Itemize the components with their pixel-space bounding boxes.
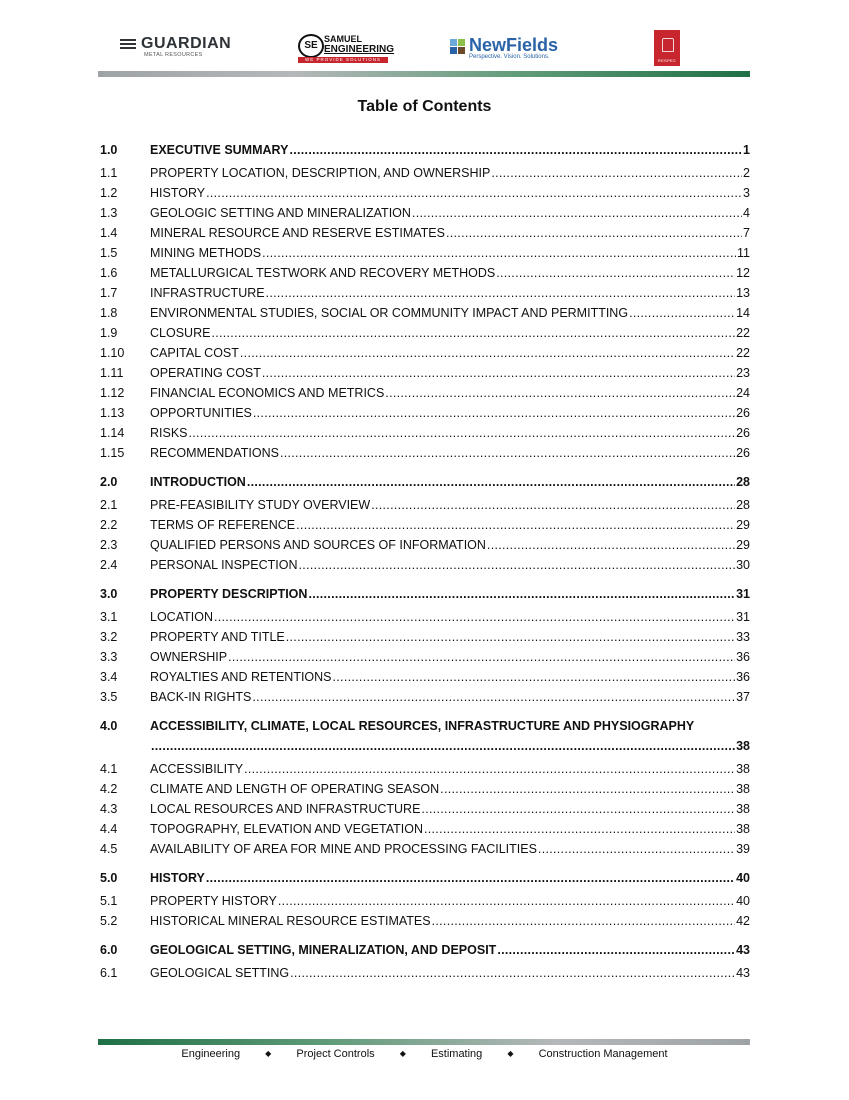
samuel-logo-tagline: WE PROVIDE SOLUTIONS [298, 57, 388, 63]
toc-entry-number: 2.4 [100, 558, 118, 572]
toc-entry-title: RECOMMENDATIONS [150, 446, 279, 460]
toc-entry-number: 5.2 [100, 914, 118, 928]
toc-entry[interactable] [100, 627, 750, 647]
toc-entry-page: 1 [743, 143, 750, 157]
toc-entry-page: 40 [736, 894, 750, 908]
toc-entry[interactable] [100, 443, 750, 463]
toc-entry-title: PROPERTY DESCRIPTION [150, 587, 308, 601]
samuel-logo-line2: ENGINEERING [324, 44, 395, 55]
toc-entry-title: CAPITAL COST [150, 346, 239, 360]
toc-entry[interactable] [100, 283, 750, 303]
toc-entry[interactable] [100, 343, 750, 363]
toc-entry-page: 26 [736, 406, 750, 420]
toc-entry-page: 43 [736, 943, 750, 957]
toc-entry-number: 4.5 [100, 842, 118, 856]
toc-dot-leader [214, 607, 735, 627]
toc-entry-number: 5.0 [100, 871, 118, 885]
toc-dot-leader [266, 283, 736, 303]
toc-dot-leader [412, 203, 742, 223]
toc-entry-number: 6.1 [100, 966, 118, 980]
toc-entry-major[interactable] [100, 472, 750, 492]
diamond-separator-icon: ◆ [507, 1049, 514, 1058]
toc-entry[interactable] [100, 535, 750, 555]
toc-entry-page: 31 [736, 587, 750, 601]
toc-entry-title: ENVIRONMENTAL STUDIES, SOCIAL OR COMMUNITY IMPACT AND PERMITTING [150, 306, 629, 320]
toc-entry-number: 3.2 [100, 630, 118, 644]
respec-logo-label: RESPEC [657, 58, 677, 63]
toc-entry[interactable] [100, 799, 750, 819]
toc-entry-title: PRE-FEASIBILITY STUDY OVERVIEW [150, 498, 371, 512]
toc-entry-page: 29 [736, 518, 750, 532]
toc-entry-title: HISTORY [150, 871, 205, 885]
toc-entry-number: 2.1 [100, 498, 118, 512]
toc-entry-number: 2.0 [100, 475, 118, 489]
toc-entry[interactable] [100, 515, 750, 535]
toc-entry-page: 3 [743, 186, 750, 200]
toc-entry[interactable] [100, 891, 750, 911]
toc-entry-number: 2.2 [100, 518, 118, 532]
toc-entry[interactable] [100, 303, 750, 323]
guardian-logo [120, 35, 232, 58]
header-divider [98, 71, 750, 77]
toc-entry-number: 1.5 [100, 246, 118, 260]
toc-entry-number: 3.3 [100, 650, 118, 664]
toc-entry-major[interactable] [100, 584, 750, 604]
respec-logo [654, 30, 680, 66]
toc-entry[interactable] [100, 839, 750, 859]
toc-entry-number: 6.0 [100, 943, 118, 957]
toc-entry-page: 23 [736, 366, 750, 380]
toc-dot-leader [262, 243, 736, 263]
toc-entry-page: 14 [736, 306, 750, 320]
newfields-squares-icon [450, 39, 466, 55]
toc-entry-page: 13 [736, 286, 750, 300]
respec-mark-icon [662, 38, 674, 52]
samuel-logo-line1: SAMUEL [324, 34, 362, 44]
page-footer [0, 1048, 849, 1060]
guardian-logo-sub: METAL RESOURCES [144, 52, 203, 58]
toc-entry-title: TERMS OF REFERENCE [150, 518, 296, 532]
toc-entry-number: 1.9 [100, 326, 118, 340]
toc-entry-page: 38 [736, 782, 750, 796]
toc-entry-page: 42 [736, 914, 750, 928]
toc-entry-page: 7 [743, 226, 750, 240]
toc-dot-leader [496, 263, 735, 283]
toc-entry[interactable] [100, 183, 750, 203]
toc-entry[interactable] [100, 555, 750, 575]
toc-entry-title: PROPERTY LOCATION, DESCRIPTION, AND OWNERSHIP [150, 166, 491, 180]
toc-entry-number: 3.4 [100, 670, 118, 684]
toc-entry-number: 1.4 [100, 226, 118, 240]
toc-entry-number: 1.15 [100, 446, 125, 460]
toc-entry-page: 2 [743, 166, 750, 180]
toc-entry-title: HISTORY [150, 186, 206, 200]
toc-entry-page: 11 [737, 246, 750, 260]
toc-entry-title: METALLURGICAL TESTWORK AND RECOVERY METHODS [150, 266, 496, 280]
toc-entry-page: 39 [736, 842, 750, 856]
toc-entry-number: 4.2 [100, 782, 118, 796]
toc-entry[interactable] [100, 163, 750, 183]
toc-entry[interactable] [100, 819, 750, 839]
toc-entry-major[interactable] [100, 716, 750, 736]
toc-dot-leader [244, 759, 735, 779]
toc-entry-page: 22 [736, 346, 750, 360]
toc-dot-leader [206, 183, 742, 203]
toc-dot-leader [262, 363, 735, 383]
toc-dot-leader [371, 495, 735, 515]
toc-entry[interactable] [100, 363, 750, 383]
toc-entry-title: QUALIFIED PERSONS AND SOURCES OF INFORMATION [150, 538, 486, 552]
toc-dot-leader [280, 443, 735, 463]
guardian-logo-name: GUARDIAN [141, 35, 232, 52]
toc-dot-leader [497, 940, 735, 960]
toc-dot-leader [189, 423, 736, 443]
toc-entry-number: 4.3 [100, 802, 118, 816]
toc-dot-leader [278, 891, 735, 911]
toc-entry-page: 12 [736, 266, 750, 280]
toc-entry[interactable] [100, 779, 750, 799]
toc-dot-leader [538, 839, 735, 859]
toc-entry-number: 3.0 [100, 587, 118, 601]
toc-dot-leader [290, 963, 735, 983]
toc-entry-number: 3.1 [100, 610, 118, 624]
toc-dot-leader [289, 140, 742, 160]
page-header [98, 30, 750, 70]
toc-entry-page: 31 [736, 610, 750, 624]
toc-entry-number: 1.0 [100, 143, 118, 157]
toc-entry-page: 38 [736, 739, 750, 753]
toc-entry-page: 38 [736, 762, 750, 776]
page-title: Table of Contents [357, 98, 492, 115]
toc-dot-leader [296, 515, 735, 535]
toc-dot-leader [629, 303, 735, 323]
toc-entry-number: 3.5 [100, 690, 118, 704]
toc-dot-leader [211, 323, 735, 343]
toc-entry-number: 1.12 [100, 386, 125, 400]
toc-entry-title: GEOLOGICAL SETTING, MINERALIZATION, AND DEPOSIT [150, 943, 497, 957]
toc-entry-page: 4 [743, 206, 750, 220]
toc-entry-continuation[interactable] [100, 736, 750, 756]
toc-entry-page: 29 [736, 538, 750, 552]
footer-item: Estimating [430, 1048, 483, 1060]
toc-entry-title: INFRASTRUCTURE [150, 286, 265, 300]
toc-entry-title: ACCESSIBILITY, CLIMATE, LOCAL RESOURCES, INFRASTRUCTURE AND PHYSIOGRAPHY [150, 719, 695, 733]
toc-entry[interactable] [100, 383, 750, 403]
toc-entry-title: GEOLOGIC SETTING AND MINERALIZATION [150, 206, 411, 220]
toc-entry-title: INTRODUCTION [150, 475, 246, 489]
toc-dot-leader [247, 472, 735, 492]
toc-entry-page: 36 [736, 670, 750, 684]
toc-entry-title: RISKS [150, 426, 188, 440]
toc-entry-number: 1.7 [100, 286, 118, 300]
toc-entry-title: EXECUTIVE SUMMARY [150, 143, 289, 157]
toc-entry[interactable] [100, 687, 750, 707]
table-of-contents [100, 140, 750, 983]
toc-entry-page: 33 [736, 630, 750, 644]
toc-entry[interactable] [100, 263, 750, 283]
toc-entry-title: TOPOGRAPHY, ELEVATION AND VEGETATION [150, 822, 423, 836]
toc-entry-page: 24 [736, 386, 750, 400]
toc-entry-title: CLIMATE AND LENGTH OF OPERATING SEASON [150, 782, 440, 796]
toc-entry-number: 1.6 [100, 266, 118, 280]
toc-dot-leader [446, 223, 742, 243]
toc-dot-leader [421, 799, 735, 819]
toc-entry-number: 4.1 [100, 762, 118, 776]
newfields-logo-tagline: Perspective. Vision. Solutions. [469, 54, 550, 60]
toc-entry-page: 26 [736, 426, 750, 440]
toc-dot-leader [487, 535, 735, 555]
toc-entry-number: 1.3 [100, 206, 118, 220]
toc-entry-title: PERSONAL INSPECTION [150, 558, 298, 572]
toc-entry[interactable] [100, 607, 750, 627]
footer-divider [98, 1039, 750, 1045]
toc-entry[interactable] [100, 963, 750, 983]
toc-dot-leader [253, 403, 735, 423]
toc-dot-leader [299, 555, 736, 575]
toc-entry-major[interactable] [100, 940, 750, 960]
toc-dot-leader [151, 736, 735, 756]
toc-entry-title: GEOLOGICAL SETTING [150, 966, 290, 980]
toc-entry-number: 1.2 [100, 186, 118, 200]
toc-entry[interactable] [100, 203, 750, 223]
footer-item: Engineering [181, 1048, 241, 1060]
footer-item: Project Controls [296, 1048, 375, 1060]
toc-entry-title: MINING METHODS [150, 246, 262, 260]
toc-entry-major[interactable] [100, 868, 750, 888]
toc-entry[interactable] [100, 759, 750, 779]
guardian-bars-icon [120, 39, 136, 51]
toc-entry-title: FINANCIAL ECONOMICS AND METRICS [150, 386, 385, 400]
footer-item: Construction Management [538, 1048, 668, 1060]
toc-entry-title: LOCATION [150, 610, 213, 624]
toc-entry-page: 26 [736, 446, 750, 460]
toc-entry-title: OPERATING COST [150, 366, 261, 380]
toc-entry[interactable] [100, 403, 750, 423]
toc-entry[interactable] [100, 495, 750, 515]
toc-dot-leader [440, 779, 735, 799]
toc-entry-page: 28 [736, 475, 750, 489]
toc-entry-title: OWNERSHIP [150, 650, 228, 664]
diamond-separator-icon: ◆ [265, 1049, 272, 1058]
toc-entry-page: 43 [736, 966, 750, 980]
toc-entry[interactable] [100, 323, 750, 343]
samuel-se-mark: SE [298, 34, 324, 58]
toc-entry-major[interactable] [100, 140, 750, 160]
toc-dot-leader [308, 584, 735, 604]
newfields-logo-name: NewFields [469, 35, 559, 55]
toc-dot-leader [206, 868, 735, 888]
toc-entry-title: PROPERTY HISTORY [150, 894, 277, 908]
toc-entry-page: 28 [736, 498, 750, 512]
toc-entry-page: 36 [736, 650, 750, 664]
toc-entry[interactable] [100, 243, 750, 263]
toc-dot-leader [286, 627, 735, 647]
toc-entry[interactable] [100, 647, 750, 667]
toc-dot-leader [228, 647, 735, 667]
toc-entry-title: HISTORICAL MINERAL RESOURCE ESTIMATES [150, 914, 431, 928]
toc-dot-leader [385, 383, 735, 403]
toc-entry-page: 37 [736, 690, 750, 704]
toc-entry-title: BACK-IN RIGHTS [150, 690, 252, 704]
toc-entry-number: 1.14 [100, 426, 125, 440]
toc-dot-leader [333, 667, 736, 687]
toc-entry-number: 5.1 [100, 894, 118, 908]
toc-dot-leader [252, 687, 735, 707]
toc-entry-page: 38 [736, 802, 750, 816]
toc-entry-number: 1.8 [100, 306, 118, 320]
toc-entry-number: 1.1 [100, 166, 118, 180]
toc-entry-page: 30 [736, 558, 750, 572]
toc-entry-page: 22 [736, 326, 750, 340]
toc-entry-number: 1.10 [100, 346, 125, 360]
toc-entry-title: OPPORTUNITIES [150, 406, 252, 420]
toc-entry[interactable] [100, 423, 750, 443]
toc-entry[interactable] [100, 667, 750, 687]
toc-entry-title: CLOSURE [150, 326, 211, 340]
toc-entry-title: ACCESSIBILITY [150, 762, 244, 776]
toc-entry[interactable] [100, 911, 750, 931]
toc-entry-page: 40 [736, 871, 750, 885]
toc-entry-number: 4.4 [100, 822, 118, 836]
toc-entry-number: 1.11 [100, 366, 124, 380]
toc-entry-title: ROYALTIES AND RETENTIONS [150, 670, 332, 684]
toc-entry-title: LOCAL RESOURCES AND INFRASTRUCTURE [150, 802, 421, 816]
diamond-separator-icon: ◆ [399, 1049, 406, 1058]
toc-entry-number: 4.0 [100, 719, 118, 733]
toc-dot-leader [424, 819, 735, 839]
toc-entry-page: 38 [736, 822, 750, 836]
toc-dot-leader [491, 163, 742, 183]
toc-entry-title: AVAILABILITY OF AREA FOR MINE AND PROCESSING FACILITIES [150, 842, 537, 856]
toc-entry-title: MINERAL RESOURCE AND RESERVE ESTIMATES [150, 226, 445, 240]
toc-entry[interactable] [100, 223, 750, 243]
toc-dot-leader [432, 911, 735, 931]
toc-dot-leader [240, 343, 735, 363]
toc-entry-title: PROPERTY AND TITLE [150, 630, 285, 644]
toc-entry-number: 2.3 [100, 538, 118, 552]
toc-entry-number: 1.13 [100, 406, 125, 420]
